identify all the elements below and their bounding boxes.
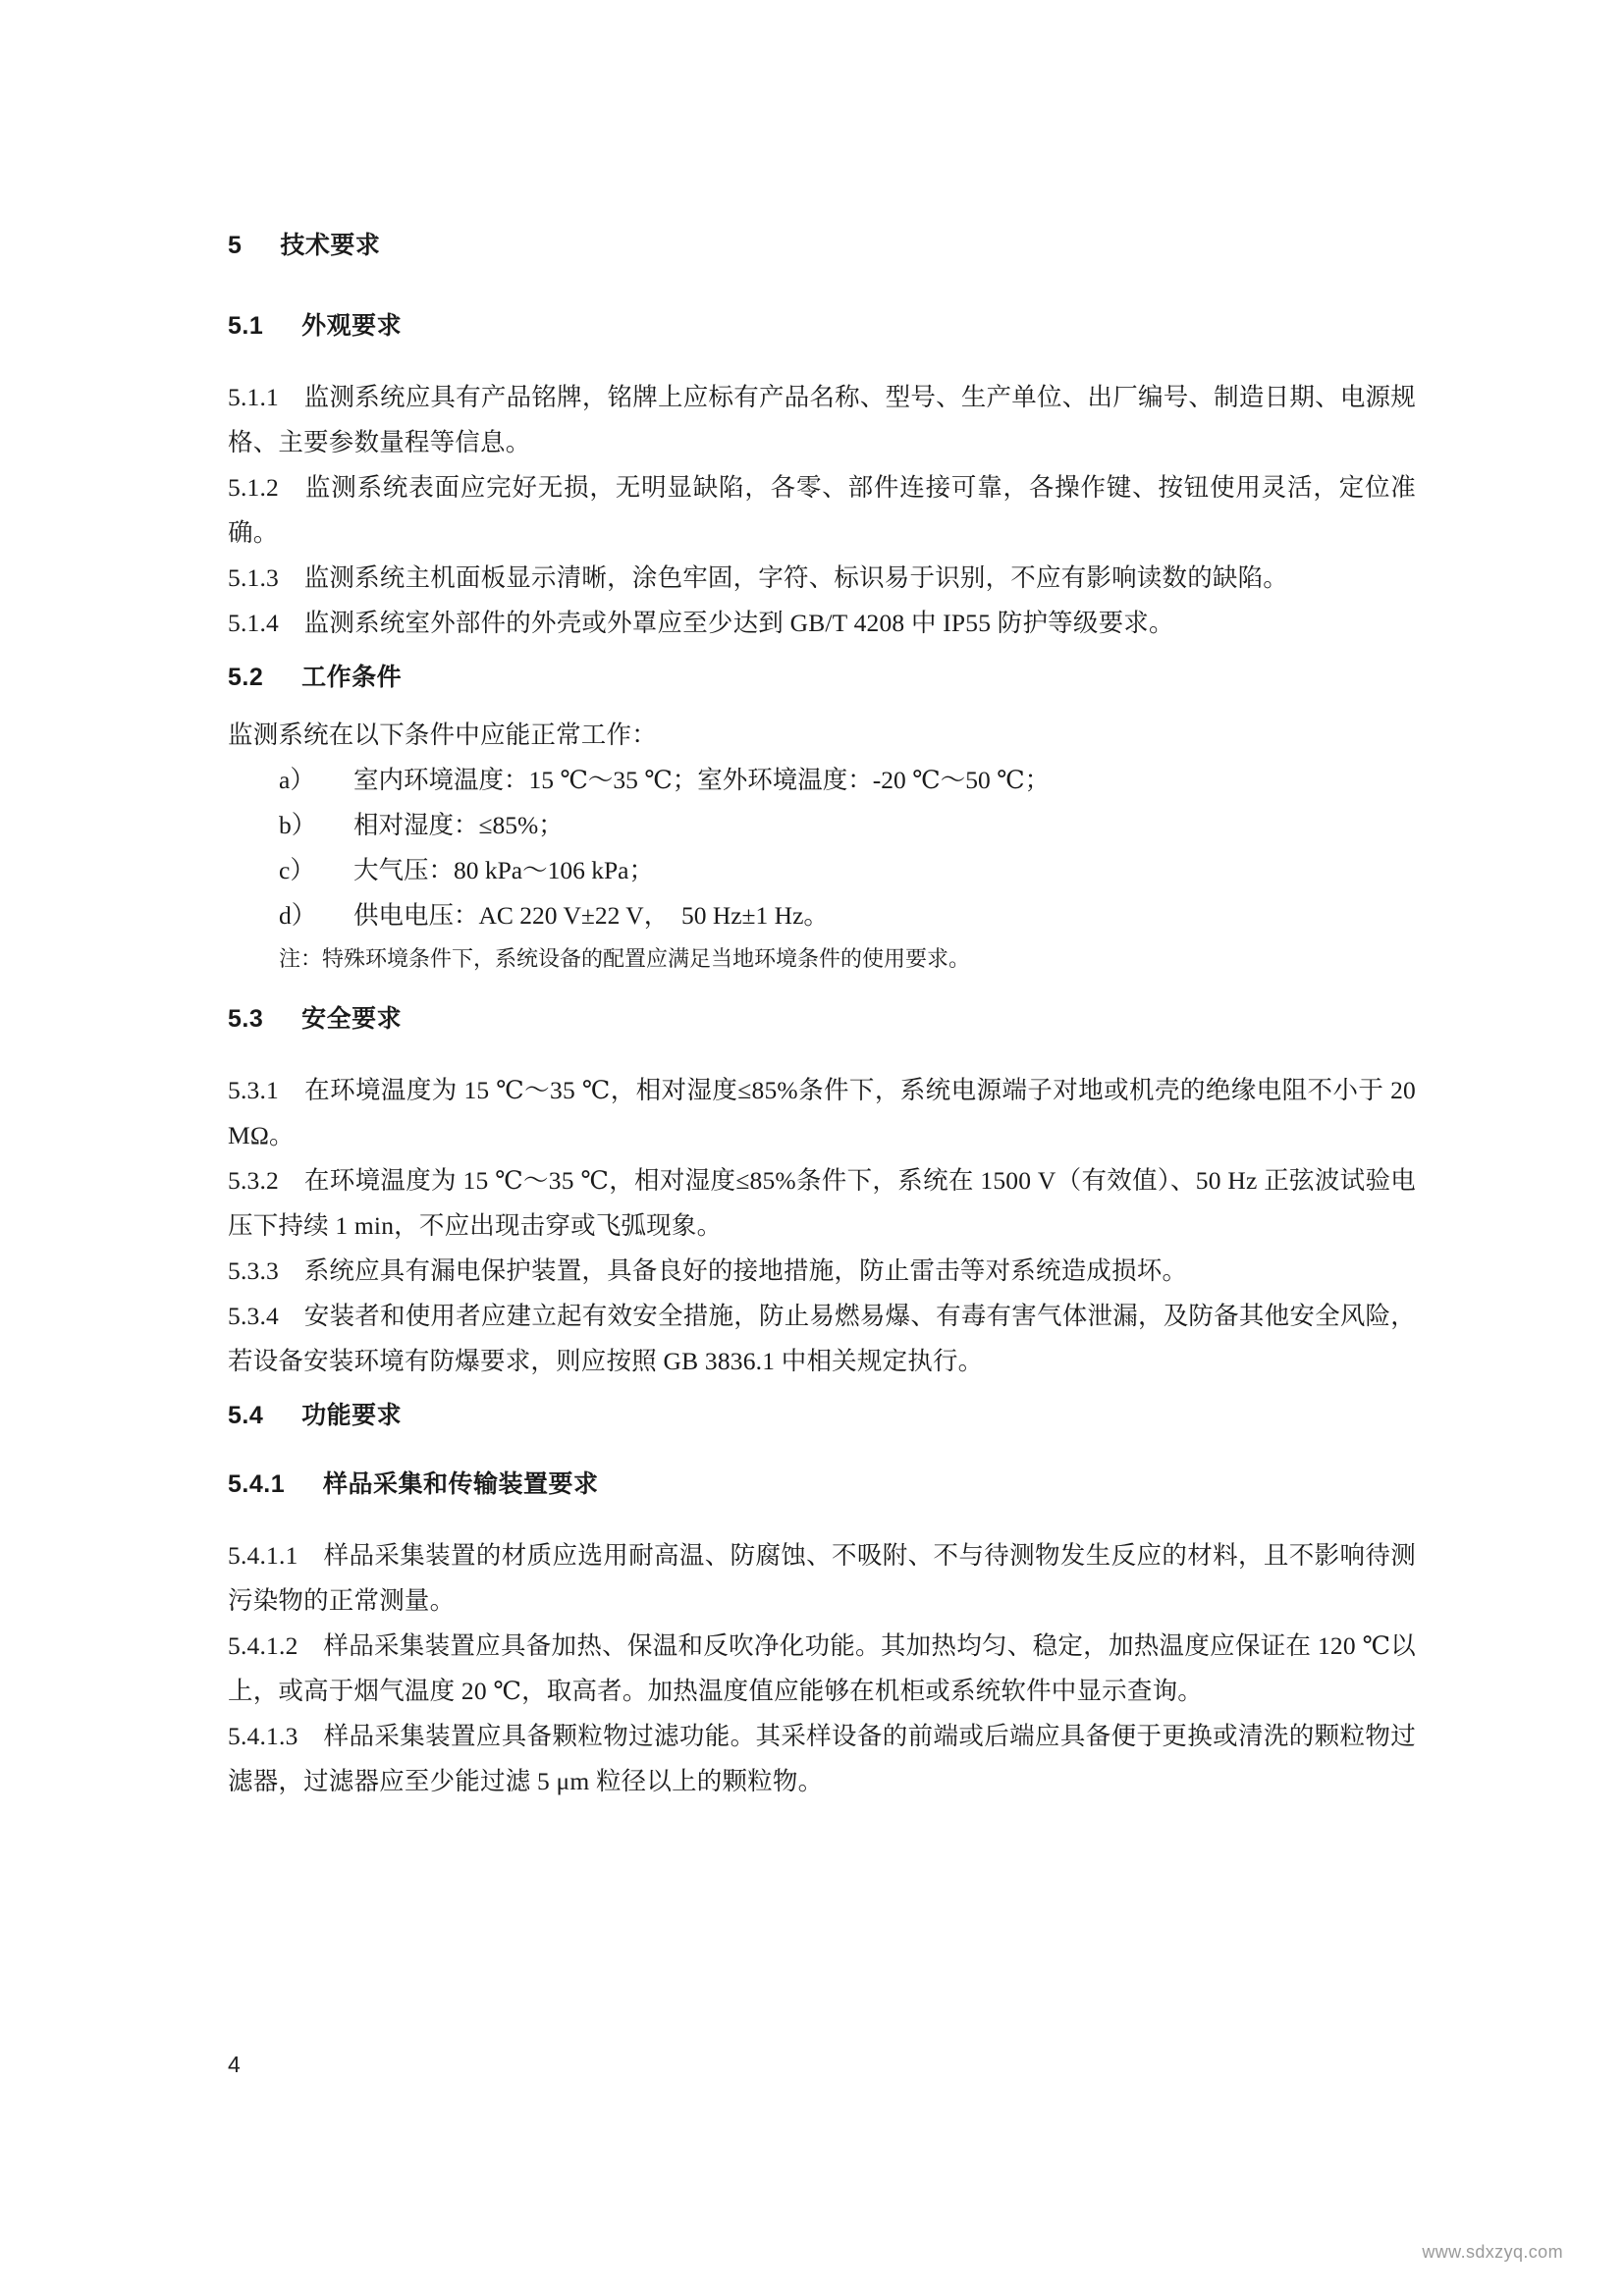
paragraph-5-3-3: 5.3.3 系统应具有漏电保护装置，具备良好的接地措施，防止雷击等对系统造成损坏。 [228, 1256, 1188, 1285]
note-5-2: 注：特殊环境条件下，系统设备的配置应满足当地环境条件的使用要求。 [279, 946, 971, 971]
paragraph-5-4-1-1: 5.4.1.1 样品采集装置的材质应选用耐高温、防腐蚀、不吸附、不与待测物发生反应的材料，且不影响待测污染物的正常测量。 [228, 1541, 1416, 1615]
heading-5-4 [228, 1396, 1416, 1431]
heading-5-4-1 [228, 1465, 1416, 1500]
heading-5-1-title: 外观要求 [301, 312, 403, 340]
heading-5-3 [228, 999, 1416, 1035]
heading-5-2-title: 工作条件 [301, 664, 403, 691]
watermark: www.sdxzyq.com [1422, 2242, 1563, 2262]
list-marker-c: c） [279, 856, 315, 884]
paragraph-5-1-1: 5.1.1 监测系统应具有产品铭牌，铭牌上应标有产品名称、型号、生产单位、出厂编号、制造日期、电源规格、主要参数量程等信息。 [228, 383, 1416, 456]
paragraph-5-1-3: 5.1.3 监测系统主机面板显示清晰，涂色牢固，字符、标识易于识别，不应有影响读数的缺陷。 [228, 563, 1289, 592]
list-text-d: 供电电压：AC 220 V±22 V， 50 Hz±1 Hz。 [353, 901, 829, 930]
paragraph-5-4-1-2: 5.4.1.2 样品采集装置应具备加热、保温和反吹净化功能。其加热均匀、稳定，加热温度应保证在 120 ℃以上，或高于烟气温度 20 ℃，取高者。加热温度值应能够在机柜或系统软件中显示查询。 [228, 1631, 1416, 1705]
heading-5-4-number: 5.4 [228, 1402, 264, 1429]
paragraph-5-3-2: 5.3.2 在环境温度为 15 ℃～35 ℃，相对湿度≤85%条件下，系统在 1500 V（有效值）、50 Hz 正弦波试验电压下持续 1 min，不应出现击穿或飞弧现象。 [228, 1166, 1416, 1240]
paragraph-5-1-2: 5.1.2 监测系统表面应完好无损，无明显缺陷，各零、部件连接可靠，各操作键、按钮使用灵活，定位准确。 [228, 473, 1416, 547]
heading-5-1-number: 5.1 [228, 312, 264, 340]
list-text-a: 室内环境温度：15 ℃～35 ℃；室外环境温度：-20 ℃～50 ℃； [353, 766, 1051, 794]
heading-5-4-title: 功能要求 [301, 1402, 403, 1429]
paragraph-5-2-intro: 监测系统在以下条件中应能正常工作： [228, 721, 657, 749]
paragraph-5-1-4: 5.1.4 监测系统室外部件的外壳或外罩应至少达到 GB/T 4208 中 IP55 防护等级要求。 [228, 609, 1174, 637]
heading-5-1 [228, 306, 1416, 342]
list-item [279, 758, 1416, 803]
paragraph-5-3-1: 5.3.1 在环境温度为 15 ℃～35 ℃，相对湿度≤85%条件下，系统电源端子对地或机壳的绝缘电阻不小于 20 MΩ。 [228, 1076, 1416, 1149]
page-content [228, 226, 1416, 1804]
heading-5-4-1-title: 样品采集和传输装置要求 [323, 1470, 599, 1498]
list-marker-a: a） [279, 766, 315, 794]
list-item [279, 848, 1416, 893]
heading-5-2 [228, 658, 1416, 693]
list-marker-d: d） [279, 901, 317, 930]
heading-5 [228, 226, 1416, 261]
heading-5-title: 技术要求 [280, 232, 381, 259]
heading-5-4-1-number: 5.4.1 [228, 1470, 286, 1498]
paragraph-5-4-1-3: 5.4.1.3 样品采集装置应具备颗粒物过滤功能。其采样设备的前端或后端应具备便于更换或清洗的颗粒物过滤器，过滤器应至少能过滤 5 μm 粒径以上的颗粒物。 [228, 1722, 1416, 1795]
list-item [279, 803, 1416, 848]
list-working-conditions [279, 758, 1416, 938]
heading-5-2-number: 5.2 [228, 664, 264, 691]
heading-5-3-title: 安全要求 [301, 1005, 403, 1033]
list-text-c: 大气压：80 kPa～106 kPa； [353, 856, 655, 884]
list-item [279, 893, 1416, 938]
list-marker-b: b） [279, 811, 317, 839]
heading-5-number: 5 [228, 232, 243, 259]
page-number: 4 [228, 2052, 241, 2077]
heading-5-3-number: 5.3 [228, 1005, 264, 1033]
list-text-b: 相对湿度：≤85%； [353, 811, 564, 839]
paragraph-5-3-4: 5.3.4 安装者和使用者应建立起有效安全措施，防止易燃易爆、有毒有害气体泄漏，及防备其他安全风险，若设备安装环境有防爆要求，则应按照 GB 3836.1 中相关规定执行。 [228, 1302, 1416, 1375]
